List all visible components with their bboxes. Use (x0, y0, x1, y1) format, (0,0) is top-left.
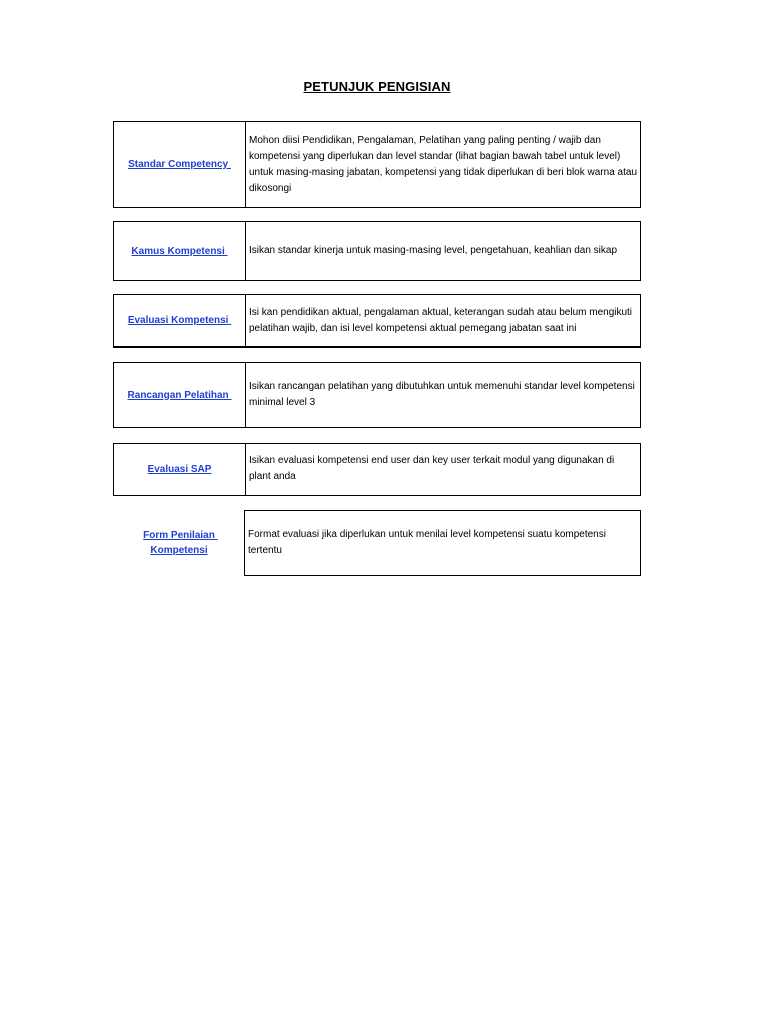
row-evaluasi-kompetensi (113, 294, 641, 348)
row-standar-competency (113, 121, 641, 208)
standar-competency-link[interactable]: Standar Competency (128, 159, 231, 170)
row-rancangan-pelatihan (113, 362, 641, 428)
row-description: Isikan evaluasi kompetensi end user dan key user terkait modul yang digunakan di plant anda (249, 455, 615, 482)
row-form-penilaian-kompetensi (113, 510, 641, 576)
row-description: Isikan rancangan pelatihan yang dibutuhkan untuk memenuhi standar level kompetensi minimal level 3 (249, 381, 635, 408)
row-description: Mohon diisi Pendidikan, Pengalaman, Pelatihan yang paling penting / wajib dan kompetensi yang diperlukan dan level standar (lihat bagian bawah tabel untuk level) untuk masing-masing jabatan, kompetensi yang tidak diperlukan di beri blok warna atau dikosongi (249, 134, 638, 194)
row-label-cell (114, 444, 246, 495)
row-label-cell (114, 122, 246, 207)
evaluasi-kompetensi-link[interactable]: Evaluasi Kompetensi (127, 315, 232, 326)
row-label-cell (113, 510, 245, 576)
row-description: Format evaluasi jika diperlukan untuk menilai level kompetensi suatu kompetensi tertentu (244, 510, 641, 576)
kamus-kompetensi-link[interactable]: Kamus Kompetensi (131, 245, 228, 257)
row-label-cell (114, 222, 246, 280)
rancangan-pelatihan-link[interactable]: Rancangan Pelatihan (127, 389, 232, 401)
row-description: Isikan standar kinerja untuk masing-masing level, pengetahuan, keahlian dan sikap (249, 245, 618, 256)
row-description: Isi kan pendidikan aktual, pengalaman aktual, keterangan sudah atau belum mengikuti pelatihan wajib, dan isi level kompetensi aktual pemegang jabatan saat ini (249, 306, 633, 334)
row-label-cell (114, 295, 246, 346)
page-title: PETUNJUK PENGISIAN (303, 79, 451, 94)
form-penilaian-kompetensi-link[interactable]: Form Penilaian Kompetensi (143, 530, 218, 556)
row-kamus-kompetensi (113, 221, 641, 281)
row-evaluasi-sap (113, 443, 641, 496)
row-label-cell (114, 363, 246, 427)
evaluasi-sap-link[interactable]: Evaluasi SAP (147, 464, 212, 475)
